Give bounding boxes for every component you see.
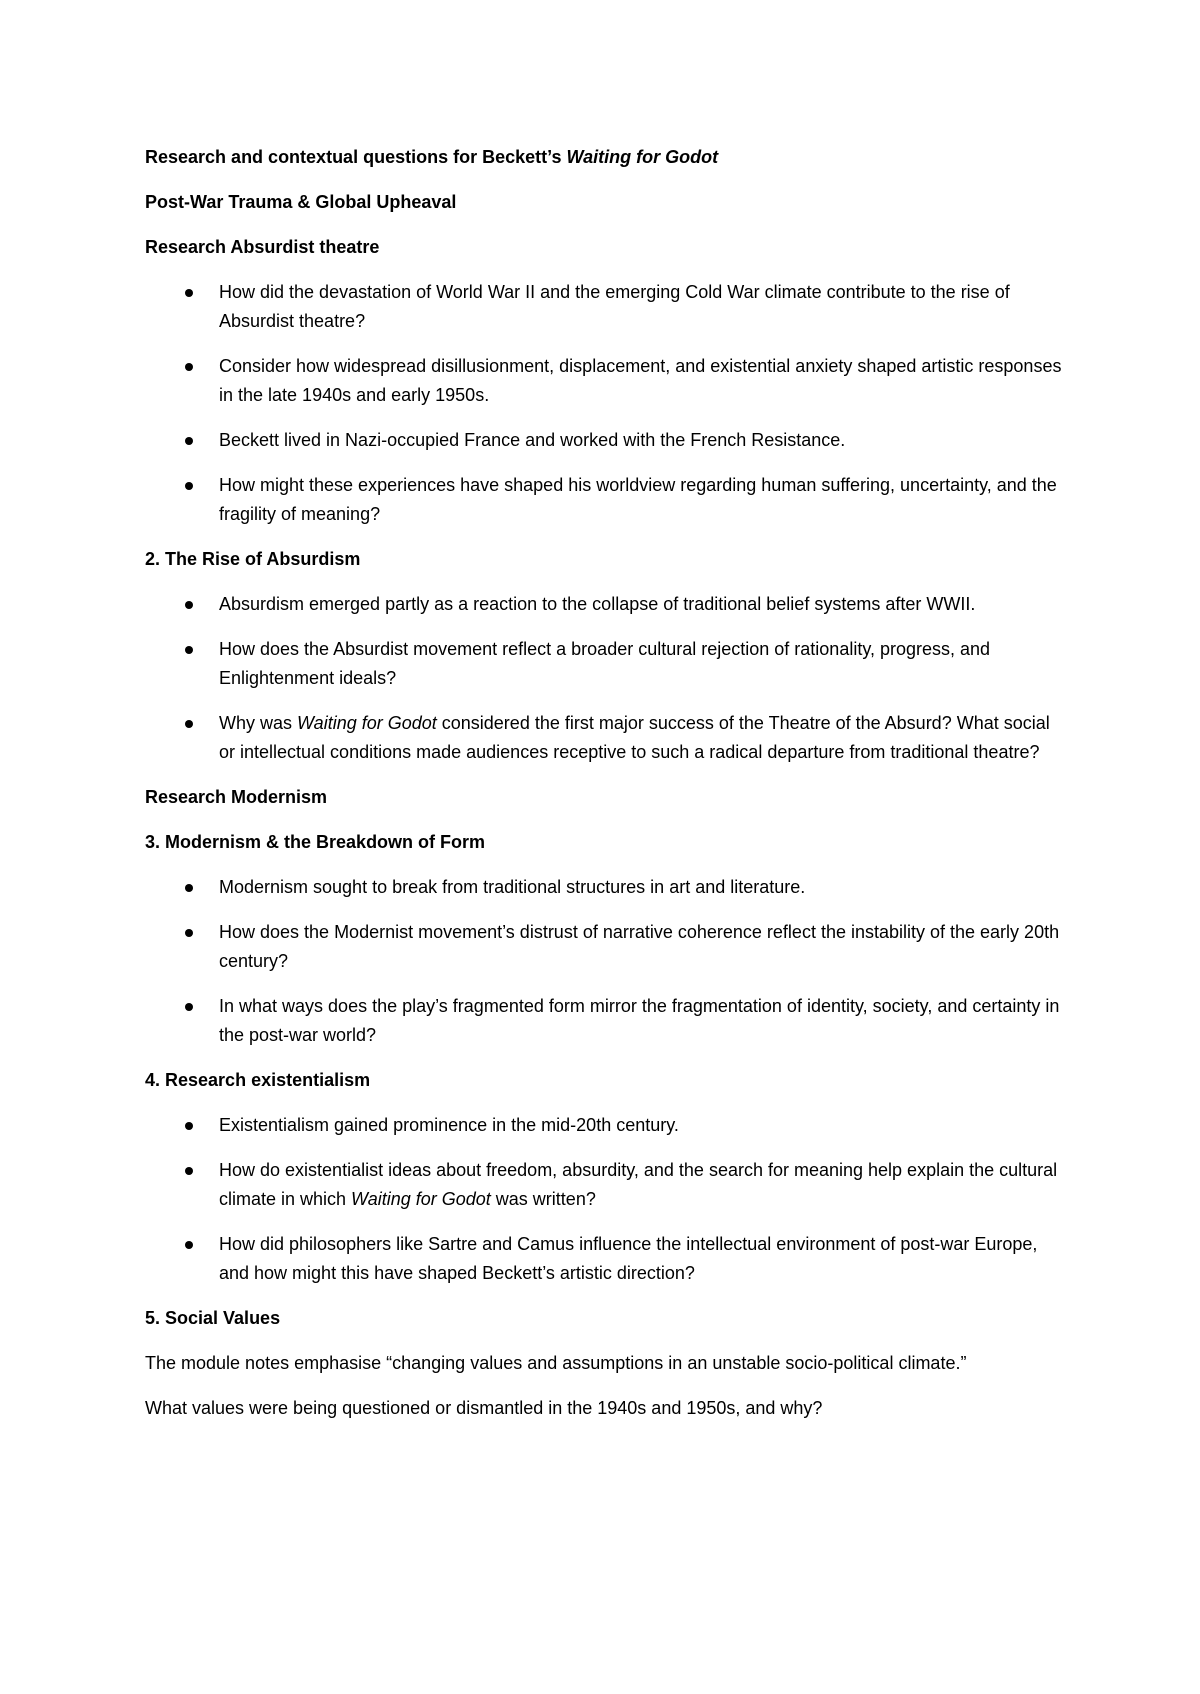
bullet-icon — [185, 363, 193, 371]
bullet-icon — [185, 437, 193, 445]
list-item-text: Why was — [219, 713, 298, 733]
list-item-text: How does the Modernist movement’s distrust of narrative coherence reflect the instability of the early 20th century? — [219, 922, 1060, 971]
list-item-text: Modernism sought to break from traditional structures in art and literature. — [219, 877, 806, 897]
play-title-italic: Waiting for Godot — [351, 1189, 491, 1209]
list-item — [145, 873, 1070, 902]
list-item — [145, 709, 1070, 767]
list-item-text: How does the Absurdist movement reflect a broader cultural rejection of rationality, progress, and Enlightenment ideals? — [219, 639, 991, 688]
bullet-icon — [185, 1003, 193, 1011]
title-play-name: Waiting for Godot — [566, 147, 719, 167]
list-item-text: How do existentialist ideas about freedom, absurdity, and the search for meaning help explain the cultural climate in which — [219, 1160, 1058, 1209]
section-heading-modernism: 3. Modernism & the Breakdown of Form — [145, 832, 486, 852]
title-text: Research and contextual questions for Beckett’s — [145, 147, 567, 167]
list-item-text: Beckett lived in Nazi-occupied France and worked with the French Resistance. — [219, 430, 846, 450]
bullet-icon — [185, 1167, 193, 1175]
bullet-icon — [185, 601, 193, 609]
rise-question-list — [145, 590, 1070, 767]
bullet-icon — [185, 884, 193, 892]
list-item-text: In what ways does the play’s fragmented form mirror the fragmentation of identity, society, and certainty in the post-war world? — [219, 996, 1060, 1045]
bullet-icon — [185, 1241, 193, 1249]
list-item — [145, 278, 1070, 336]
list-item — [145, 590, 1070, 619]
list-item — [145, 992, 1070, 1050]
list-item — [145, 1111, 1070, 1140]
list-item — [145, 1156, 1070, 1214]
modernism-question-list — [145, 873, 1070, 1050]
bullet-icon — [185, 646, 193, 654]
section-heading-existentialism: 4. Research existentialism — [145, 1070, 371, 1090]
document-page — [145, 143, 1070, 1439]
list-item — [145, 635, 1070, 693]
social-values-paragraph: The module notes emphasise “changing values and assumptions in an unstable socio-political climate.” — [145, 1353, 967, 1373]
section-heading-rise-of-absurdism: 2. The Rise of Absurdism — [145, 549, 361, 569]
play-title-italic: Waiting for Godot — [297, 713, 437, 733]
section-heading-social-values: 5. Social Values — [145, 1308, 281, 1328]
list-item-text: Existentialism gained prominence in the mid-20th century. — [219, 1115, 679, 1135]
list-item-text: How might these experiences have shaped his worldview regarding human suffering, uncertainty, and the fragility of meaning? — [219, 475, 1057, 524]
list-item-text: How did philosophers like Sartre and Camus influence the intellectual environment of post-war Europe, and how might this have shaped Beckett’s artistic direction? — [219, 1234, 1038, 1283]
list-item — [145, 471, 1070, 529]
bullet-icon — [185, 720, 193, 728]
list-item — [145, 918, 1070, 976]
list-item — [145, 426, 1070, 455]
social-values-question: What values were being questioned or dismantled in the 1940s and 1950s, and why? — [145, 1398, 823, 1418]
list-item-text: considered the first major success of the Theatre of the Absurd? What social or intellectual conditions made audiences receptive to such a radical departure from traditional theatre? — [219, 713, 1050, 762]
list-item-text: Consider how widespread disillusionment, displacement, and existential anxiety shaped artistic responses in the late 1940s and early 1950s. — [219, 356, 1062, 405]
section-heading-post-war: Post-War Trauma & Global Upheaval — [145, 192, 457, 212]
section-heading-absurdist: Research Absurdist theatre — [145, 237, 380, 257]
section-heading-research-modernism: Research Modernism — [145, 787, 328, 807]
list-item-text: Absurdism emerged partly as a reaction to the collapse of traditional belief systems after WWII. — [219, 594, 976, 614]
list-item — [145, 352, 1070, 410]
bullet-icon — [185, 1122, 193, 1130]
absurdist-question-list — [145, 278, 1070, 529]
list-item — [145, 1230, 1070, 1288]
bullet-icon — [185, 929, 193, 937]
list-item-text: How did the devastation of World War II and the emerging Cold War climate contribute to the rise of Absurdist theatre? — [219, 282, 1010, 331]
document-title — [145, 143, 1070, 172]
bullet-icon — [185, 289, 193, 297]
list-item-text: was written? — [490, 1189, 596, 1209]
existentialism-question-list — [145, 1111, 1070, 1288]
bullet-icon — [185, 482, 193, 490]
